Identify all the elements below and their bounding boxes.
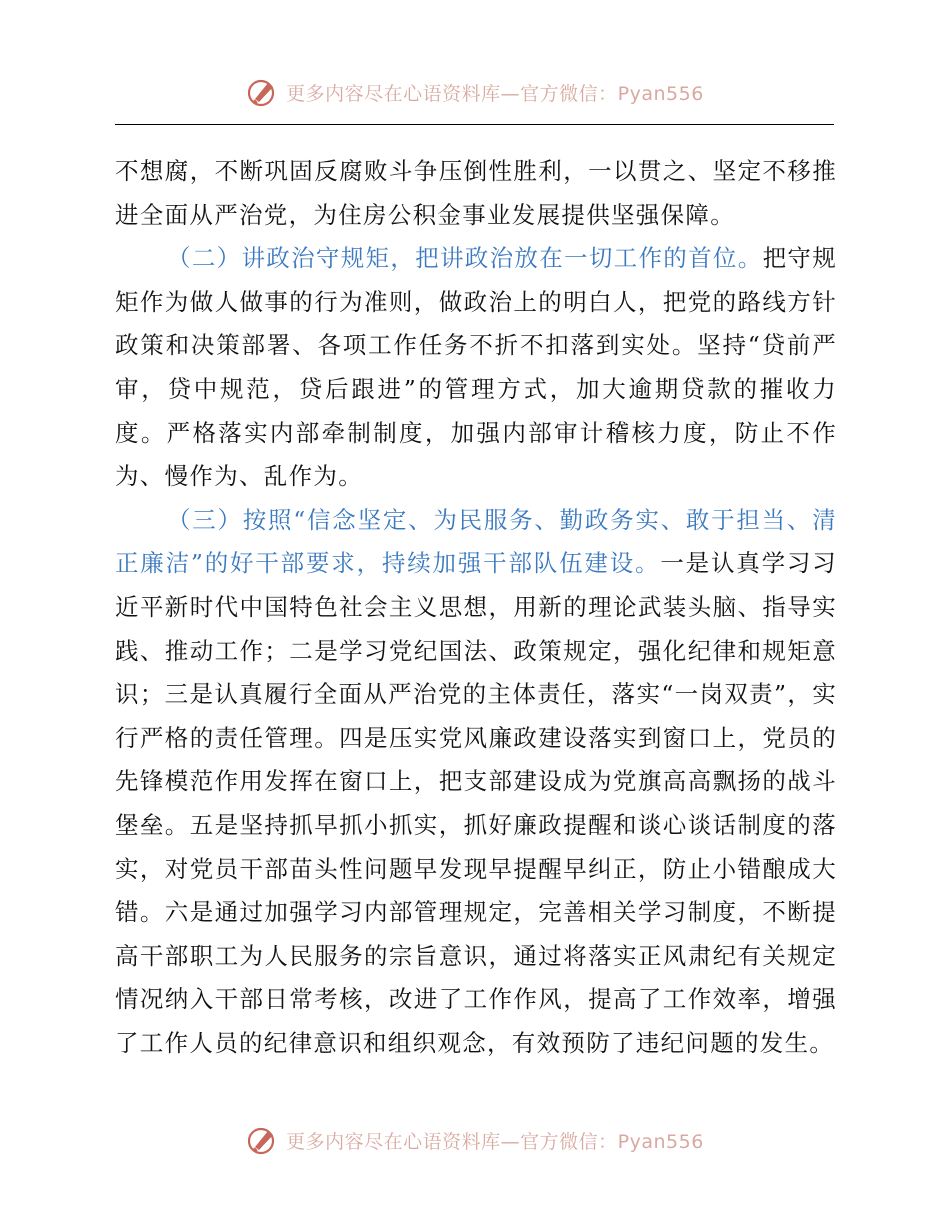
- paragraph-3-body: 一是认真学习习近平新时代中国特色社会主义思想，用新的理论武装头脑、指导实践、推动工作；二是学习党纪国法、政策规定，强化纪律和规矩意识；三是认真履行全面从严治党的主体责任，落实“一岗双责”，实行严格的责任管理。四是压实党风廉政建设落实到窗口上，党员的先锋模范作用发挥在窗口上，把支部建设成为党旗高高飘扬的战斗堡垒。五是坚持抓早抓小抓实，抓好廉政提醒和谈心谈话制度的落实，对党员干部苗头性问题早发现早提醒早纠正，防止小错酿成大错。六是通过加强学习内部管理规定，完善相关学习制度，不断提高干部职工为人民服务的宗旨意识，通过将落实正风肃纪有关规定情况纳入干部日常考核，改进了工作作风，提高了工作效率，增强了工作人员的纪律意识和组织观念，有效预防了违纪问题的发生。: [115, 549, 837, 1057]
- page-footer-watermark: [0, 1120, 950, 1160]
- paragraph-3: [115, 499, 837, 1066]
- section-heading-3: （三）按照“信念坚定、为民服务、勤政务实、敢于担当、清正廉洁”的好干部要求，持续加强干部队伍建设。: [115, 505, 837, 578]
- pen-nib-logo-icon: [246, 75, 280, 109]
- watermark-text: 更多内容尽在心语资料库—官方微信：Pyan556: [286, 82, 704, 105]
- watermark-text: 更多内容尽在心语资料库—官方微信：Pyan556: [286, 1130, 704, 1153]
- section-heading-2: （二）讲政治守规矩，把讲政治放在一切工作的首位。: [167, 244, 763, 273]
- document-body: [115, 150, 837, 1065]
- paragraph-1-body: 不想腐，不断巩固反腐败斗争压倒性胜利，一以贯之、坚定不移推进全面从严治党，为住房公积金事业发展提供坚强保障。: [115, 157, 837, 229]
- header-divider: [115, 124, 834, 125]
- paragraph-1: [115, 150, 837, 237]
- page-header-watermark: [0, 72, 950, 112]
- paragraph-2: [115, 237, 837, 499]
- pen-nib-logo-icon: [246, 1123, 280, 1157]
- paragraph-2-body: 把守规矩作为做人做事的行为准则，做政治上的明白人，把党的路线方针政策和决策部署、各项工作任务不折不扣落到实处。坚持“贷前严审，贷中规范，贷后跟进”的管理方式，加大逾期贷款的摧收力度。严格落实内部牵制制度，加强内部审计稽核力度，防止不作为、慢作为、乱作为。: [115, 244, 837, 491]
